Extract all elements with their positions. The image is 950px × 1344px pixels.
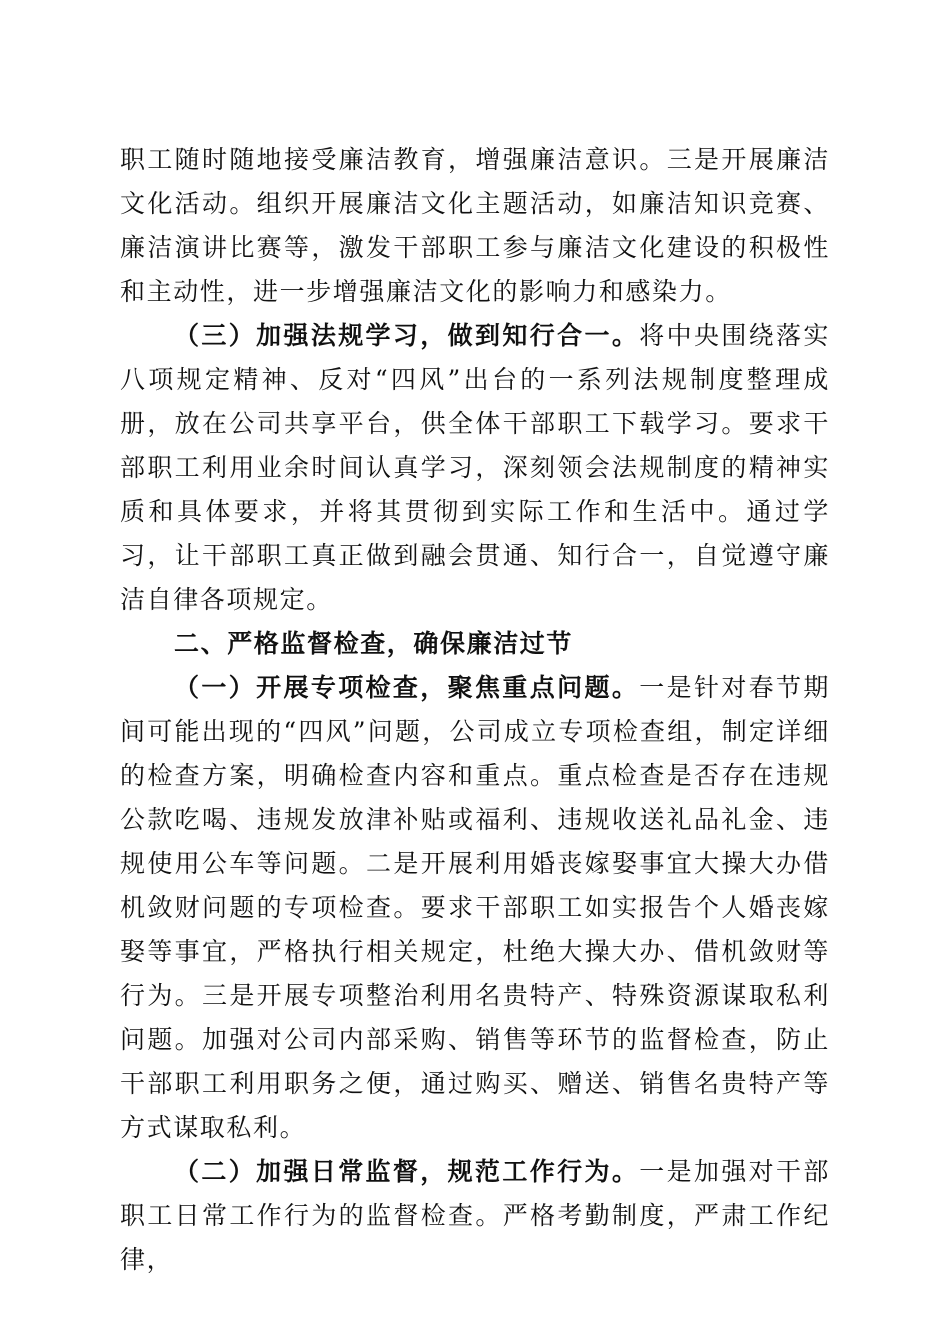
paragraph-daily-supervision <box>120 1150 830 1282</box>
paragraph-regulation-study <box>120 314 830 622</box>
paragraph-special-inspection <box>120 666 830 1150</box>
paragraph-text: 职工随时随地接受廉洁教育，增强廉洁意识。三是开展廉洁文化活动。组织开展廉洁文化主题活动，如廉洁知识竞赛、廉洁演讲比赛等，激发干部职工参与廉洁文化建设的积极性和主动性，进一步增强廉洁文化的影响力和感染力。 <box>120 145 830 306</box>
subsection-title: （三）加强法规学习，做到知行合一。 <box>174 321 640 350</box>
paragraph-text: 将中央围绕落实八项规定精神、反对“四风”出台的一系列法规制度整理成册，放在公司共享平台，供全体干部职工下载学习。要求干部职工利用业余时间认真学习，深刻领会法规制度的精神实质和具体要求，并将其贯彻到实际工作和生活中。通过学习，让干部职工真正做到融会贯通、知行合一，自觉遵守廉洁自律各项规定。 <box>120 321 831 614</box>
paragraph-text: 一是针对春节期间可能出现的“四风”问题，公司成立专项检查组，制定详细的检查方案，明确检查内容和重点。重点检查是否存在违规公款吃喝、违规发放津补贴或福利、违规收送礼品礼金、违规使用公车等问题。二是开展利用婚丧嫁娶事宜大操大办借机敛财问题的专项检查。要求干部职工如实报告个人婚丧嫁娶等事宜，严格执行相关规定，杜绝大操大办、借机敛财等行为。三是开展专项整治利用名贵特产、特殊资源谋取私利问题。加强对公司内部采购、销售等环节的监督检查，防止干部职工利用职务之便，通过购买、赠送、销售名贵特产等方式谋取私利。 <box>120 673 831 1142</box>
section-heading: 二、严格监督检查，确保廉洁过节 <box>174 629 574 658</box>
subsection-title: （一）开展专项检查，聚焦重点问题。 <box>174 673 640 702</box>
paragraph-text: 一是加强对干部职工日常工作行为的监督检查。严格考勤制度，严肃工作纪律， <box>120 1157 831 1274</box>
subsection-title: （二）加强日常监督，规范工作行为。 <box>174 1157 640 1186</box>
paragraph-continuation <box>120 138 830 314</box>
document-body <box>120 138 830 1282</box>
